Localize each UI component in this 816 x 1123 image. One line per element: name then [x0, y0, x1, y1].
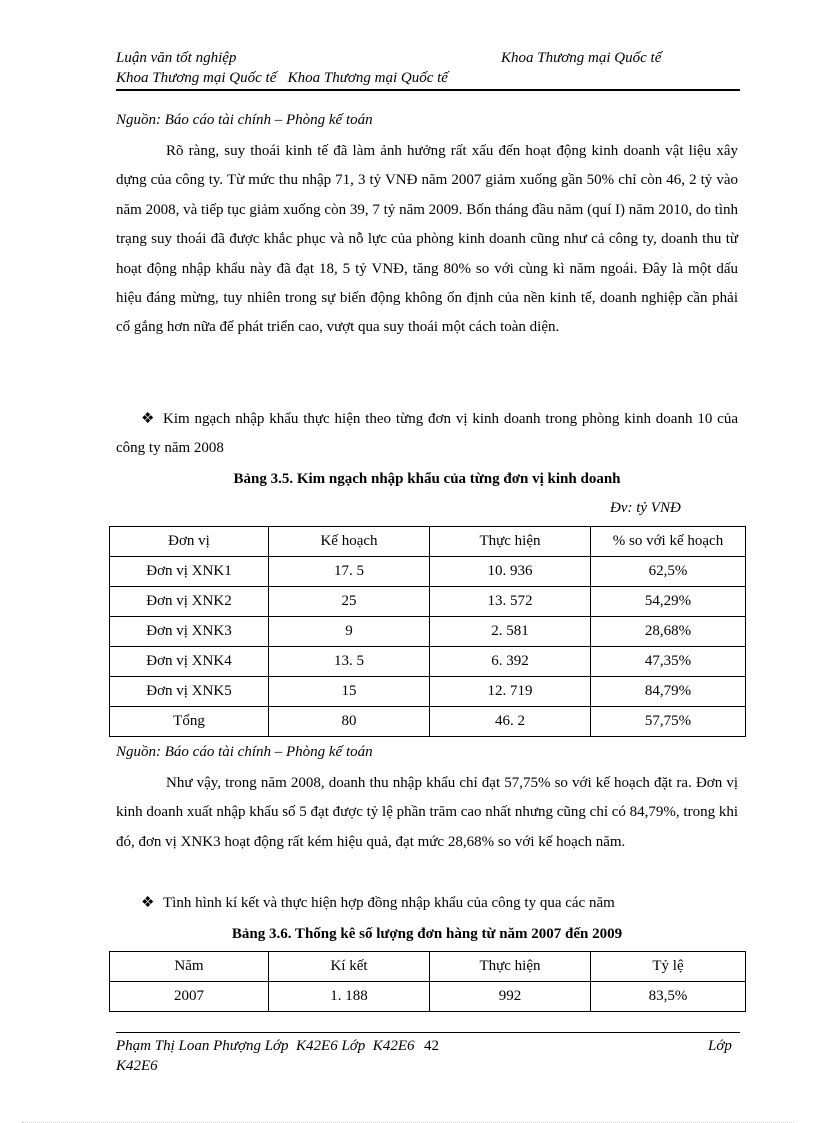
table-cell: Đơn vị XNK2 — [110, 587, 269, 617]
table-cell: 28,68% — [591, 617, 746, 647]
table-cell: 6. 392 — [430, 647, 591, 677]
table-cell: 2007 — [110, 982, 269, 1012]
table-cell: 25 — [269, 587, 430, 617]
table-cell: 46. 2 — [430, 707, 591, 737]
table-cell: 13. 5 — [269, 647, 430, 677]
header-line2: Khoa Thương mại Quốc tế Khoa Thương mại Quốc tế — [116, 70, 448, 86]
order-statistics-table — [109, 951, 746, 1012]
table-cell: 15 — [269, 677, 430, 707]
header-cell: Tỷ lệ — [591, 952, 746, 982]
table-cell: 992 — [430, 982, 591, 1012]
footer-author: Phạm Thị Loan Phượng Lớp K42E6 Lớp K42E6 — [116, 1038, 415, 1054]
table-cell: 62,5% — [591, 557, 746, 587]
table-header-row — [110, 527, 746, 557]
bullet-item-1 — [116, 405, 738, 464]
header-left: Luận văn tốt nghiệp — [116, 50, 237, 66]
table-row — [110, 557, 746, 587]
table-cell: Đơn vị XNK5 — [110, 677, 269, 707]
diamond-bullet-icon: ❖ — [141, 895, 155, 911]
footer-right: Lớp — [708, 1038, 732, 1054]
table-cell: 12. 719 — [430, 677, 591, 707]
header-cell: Năm — [110, 952, 269, 982]
header-cell: Thực hiện — [430, 952, 591, 982]
header-cell: Kế hoạch — [269, 527, 430, 557]
table-row — [110, 587, 746, 617]
table-cell: 80 — [269, 707, 430, 737]
table-cell: 13. 572 — [430, 587, 591, 617]
header-rule — [116, 89, 740, 91]
table-cell: 47,35% — [591, 647, 746, 677]
footer-line2: K42E6 — [116, 1058, 158, 1074]
source-note: Nguồn: Báo cáo tài chính – Phòng kế toán — [116, 744, 373, 760]
table-row — [110, 677, 746, 707]
header-cell: Đơn vị — [110, 527, 269, 557]
table-cell: 1. 188 — [269, 982, 430, 1012]
table-row — [110, 647, 746, 677]
table-header-row — [110, 952, 746, 982]
table-row — [110, 617, 746, 647]
table-cell: 17. 5 — [269, 557, 430, 587]
table-cell: Đơn vị XNK1 — [110, 557, 269, 587]
paragraph-text: Rõ ràng, suy thoái kinh tế đã làm ảnh hưởng rất xấu đến hoạt động kinh doanh vật liệu xây dựng của công ty. Từ mức thu nhập 71, 3 tỷ VNĐ năm 2007 giảm xuống gần 50% chỉ còn 46, 2 tỷ vào năm 2008, và tiếp tục giảm xuống còn 39, 7 tỷ năm 2009. Bốn tháng đầu năm (quí I) năm 2010, do tình trạng suy thoái đã được khắc phục và nỗ lực của phòng kinh doanh cũng như cả công ty, doanh thu từ hoạt động nhập khẩu này đã đạt 18, 5 tỷ VNĐ, tăng 80% so với cùng kì năm ngoái. Đây là một dấu hiệu đáng mừng, tuy nhiên trong sự biến động không ổn định của nền kinh tế, doanh nghiệp cần phải cố gắng hơn nữa để phát triển cao, vượt qua suy thoái một cách toàn diện. — [116, 143, 738, 336]
source-note: Nguồn: Báo cáo tài chính – Phòng kế toán — [116, 112, 373, 128]
bullet-item-2 — [116, 889, 738, 918]
table-caption: Bảng 3.6. Thống kê số lượng đơn hàng từ năm 2007 đến 2009 — [231, 926, 623, 942]
table-cell: 2. 581 — [430, 617, 591, 647]
table-cell: 57,75% — [591, 707, 746, 737]
table-cell: Tổng — [110, 707, 269, 737]
page-number: 42 — [424, 1038, 439, 1054]
table-cell: 54,29% — [591, 587, 746, 617]
table-cell: 84,79% — [591, 677, 746, 707]
diamond-bullet-icon: ❖ — [141, 411, 155, 427]
table-row — [110, 982, 746, 1012]
paragraph-2 — [116, 769, 738, 857]
table-unit: Đv: tỷ VNĐ — [610, 500, 681, 516]
table-cell: 9 — [269, 617, 430, 647]
import-turnover-table — [109, 526, 746, 737]
table-cell: Đơn vị XNK3 — [110, 617, 269, 647]
header-right: Khoa Thương mại Quốc tế — [501, 50, 662, 66]
paragraph-1 — [116, 137, 738, 343]
table-cell: Đơn vị XNK4 — [110, 647, 269, 677]
header-cell: Thực hiện — [430, 527, 591, 557]
paragraph-text: Như vậy, trong năm 2008, doanh thu nhập khẩu chỉ đạt 57,75% so với kế hoạch đặt ra. Đơn vị kinh doanh xuất nhập khẩu số 5 đạt được tỷ lệ phần trăm cao nhất nhưng cũng chỉ có 84,79%, trong khi đó, đơn vị XNK3 hoạt động rất kém hiệu quả, đạt mức 28,68% so với kế hoạch năm. — [116, 775, 738, 850]
header-cell: % so với kế hoạch — [591, 527, 746, 557]
bullet-text: Kim ngạch nhập khẩu thực hiện theo từng đơn vị kinh doanh trong phòng kinh doanh 10 của công ty năm 2008 — [116, 411, 738, 457]
table-cell: 83,5% — [591, 982, 746, 1012]
header-cell: Kí kết — [269, 952, 430, 982]
footer-rule — [116, 1032, 740, 1033]
bullet-text: Tình hình kí kết và thực hiện hợp đồng nhập khẩu của công ty qua các năm — [163, 895, 615, 911]
table-caption: Bảng 3.5. Kim ngạch nhập khẩu của từng đơn vị kinh doanh — [233, 471, 621, 487]
table-total-row — [110, 707, 746, 737]
table-cell: 10. 936 — [430, 557, 591, 587]
